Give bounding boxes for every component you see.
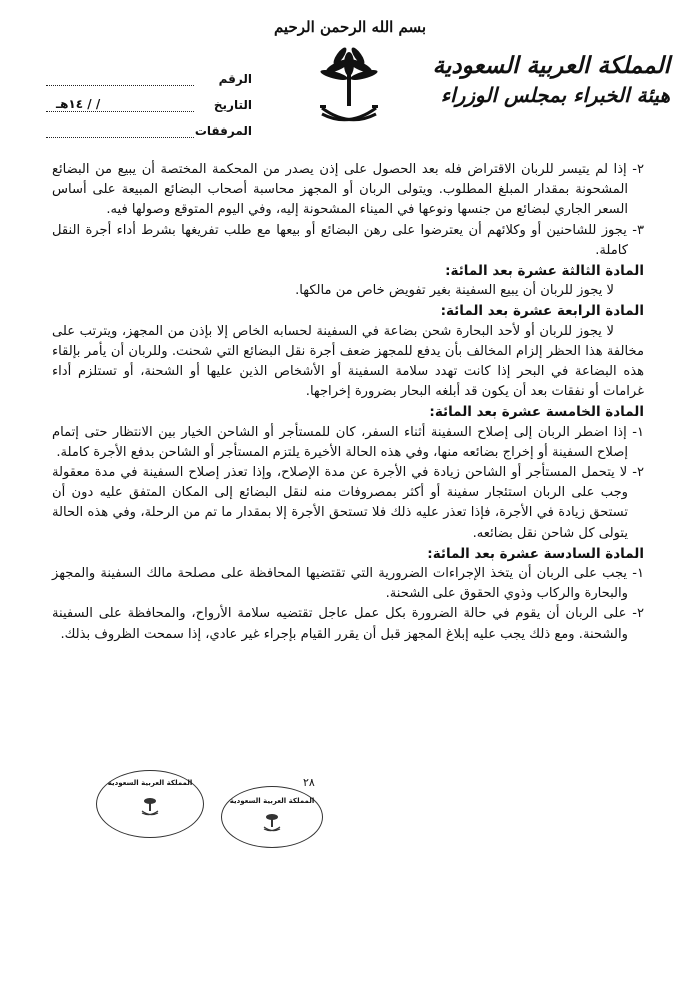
document-meta xyxy=(42,60,252,138)
paragraph: لا يجوز للربان أو لأحد البحارة شحن بضاعة في السفينة لحسابه الخاص إلا بإذن من المجهز، ويترتب على مخالفة هذا الحظر إلزام المخالف بأن يدفع للمجهز ضعف أجرة نقل البضائع التي شحنت. وللربان أن يأمر بإلقاء هذه البضاعة في البحر إذا كانت تهدد سلامة السفينة أو الأشخاص الذين عليها أو الشحنة، أو تستلزم أداء غرامات أو نفقات بعد أن يكون قد أبلغه البحار بضرورة إخراجها. xyxy=(52,323,644,400)
article-body xyxy=(52,160,644,645)
paragraph: ٢- إذا لم يتيسر للربان الاقتراض فله بعد الحصول على إذن يصدر من المحكمة المختصة أن يبيع من البضائع المشحونة بمقدار المبلغ المطلوب. ويتولى الربان أو المجهز محاسبة أصحاب البضائع المبيعة على أساس السعر الجاري لبضائع من جنسها ونوعها في الميناء المشحونة إليه، وفي اليوم المتوقع وصولها فيه. xyxy=(52,162,644,218)
stamp-emblem-icon xyxy=(141,795,159,817)
date-label: التاريخ xyxy=(213,98,252,112)
article-heading: المادة الرابعة عشرة بعد المائة: xyxy=(440,303,644,320)
article-heading: المادة الخامسة عشرة بعد المائة: xyxy=(429,404,644,421)
official-stamp xyxy=(96,770,204,838)
official-stamp xyxy=(221,786,323,848)
attachments-label: المرفقات xyxy=(194,124,252,138)
date-value: / / ١٤هـ xyxy=(56,97,101,111)
paragraph: ٢- لا يتحمل المستأجر أو الشاحن زيادة في الأجرة عن مدة الإصلاح، وإذا تعذر إصلاح السفينة في مدة معقولة وجب على الربان استئجار سفينة أو أكثر بمصروفات منه لنقل البضائع إلى المكان المتفق عليه دون أن تستحق زيادة في الأجرة، فإذا تعذر عليه ذلك فلا تستحق الأجرة إلا بمقدار ما تم من الرحلة، وفي هذه الحالة يتولى كل شاحن نقل بضائعه. xyxy=(52,465,644,541)
stamp-emblem-icon xyxy=(263,811,281,833)
page-number: ٢٨ xyxy=(303,776,315,789)
paragraph: لا يجوز للربان أن يبيع السفينة بغير تفويض خاص من مالكها. xyxy=(295,283,614,299)
ref-label: الرقم xyxy=(218,72,252,86)
article-heading: المادة الثالثة عشرة بعد المائة: xyxy=(445,263,644,280)
paragraph: ٢- على الربان أن يقوم في حالة الضرورة بكل عمل عاجل تقتضيه سلامة الأرواح، والمحافظة على السفينة والشحنة. ومع ذلك يجب عليه إبلاغ المجهز قبل أن يقرر القيام بإجراء غير عادي، إذا سمحت الظروف بذلك. xyxy=(52,606,644,642)
kingdom-title: المملكة العربية السعودية xyxy=(432,52,670,79)
date-row xyxy=(42,86,252,112)
ref-row xyxy=(42,60,252,86)
date-field xyxy=(46,97,194,112)
palm-swords-emblem-icon xyxy=(316,42,382,134)
attachments-row xyxy=(42,112,252,138)
authority-title: هيئة الخبراء بمجلس الوزراء xyxy=(440,83,670,107)
stamp-text: المملكة العربية السعودية xyxy=(229,797,315,805)
paragraph: ٣- يجوز للشاحنين أو وكلائهم أن يعترضوا على رهن البضائع أو بيعها مع طلب تفريغها بشرط أداء أجرة النقل كاملة. xyxy=(52,222,644,258)
paragraph: ١- إذا اضطر الربان إلى إصلاح السفينة أثناء السفر، كان للمستأجر أو الشاحن الخيار بين الانتظار حتى إتمام إصلاح السفينة أو إخراج بضائعه منها، وفي هذه الحالة الأخيرة يلتزم المستأجر أو الشاحن بدفع الأجرة كاملة. xyxy=(52,424,644,460)
issuer-title-block xyxy=(410,52,670,108)
stamp-text: المملكة العربية السعودية xyxy=(107,779,193,787)
attachments-field xyxy=(46,123,194,138)
basmala: بسم الله الرحمن الرحيم xyxy=(273,18,427,36)
paragraph: ١- يجب على الربان أن يتخذ الإجراءات الضرورية التي تقتضيها المحافظة على مصلحة مالك السفينة والمجهز والبحارة والركاب وذوي الحقوق على الشحنة. xyxy=(52,566,644,602)
article-heading: المادة السادسة عشرة بعد المائة: xyxy=(427,545,644,562)
ref-field xyxy=(46,71,194,86)
